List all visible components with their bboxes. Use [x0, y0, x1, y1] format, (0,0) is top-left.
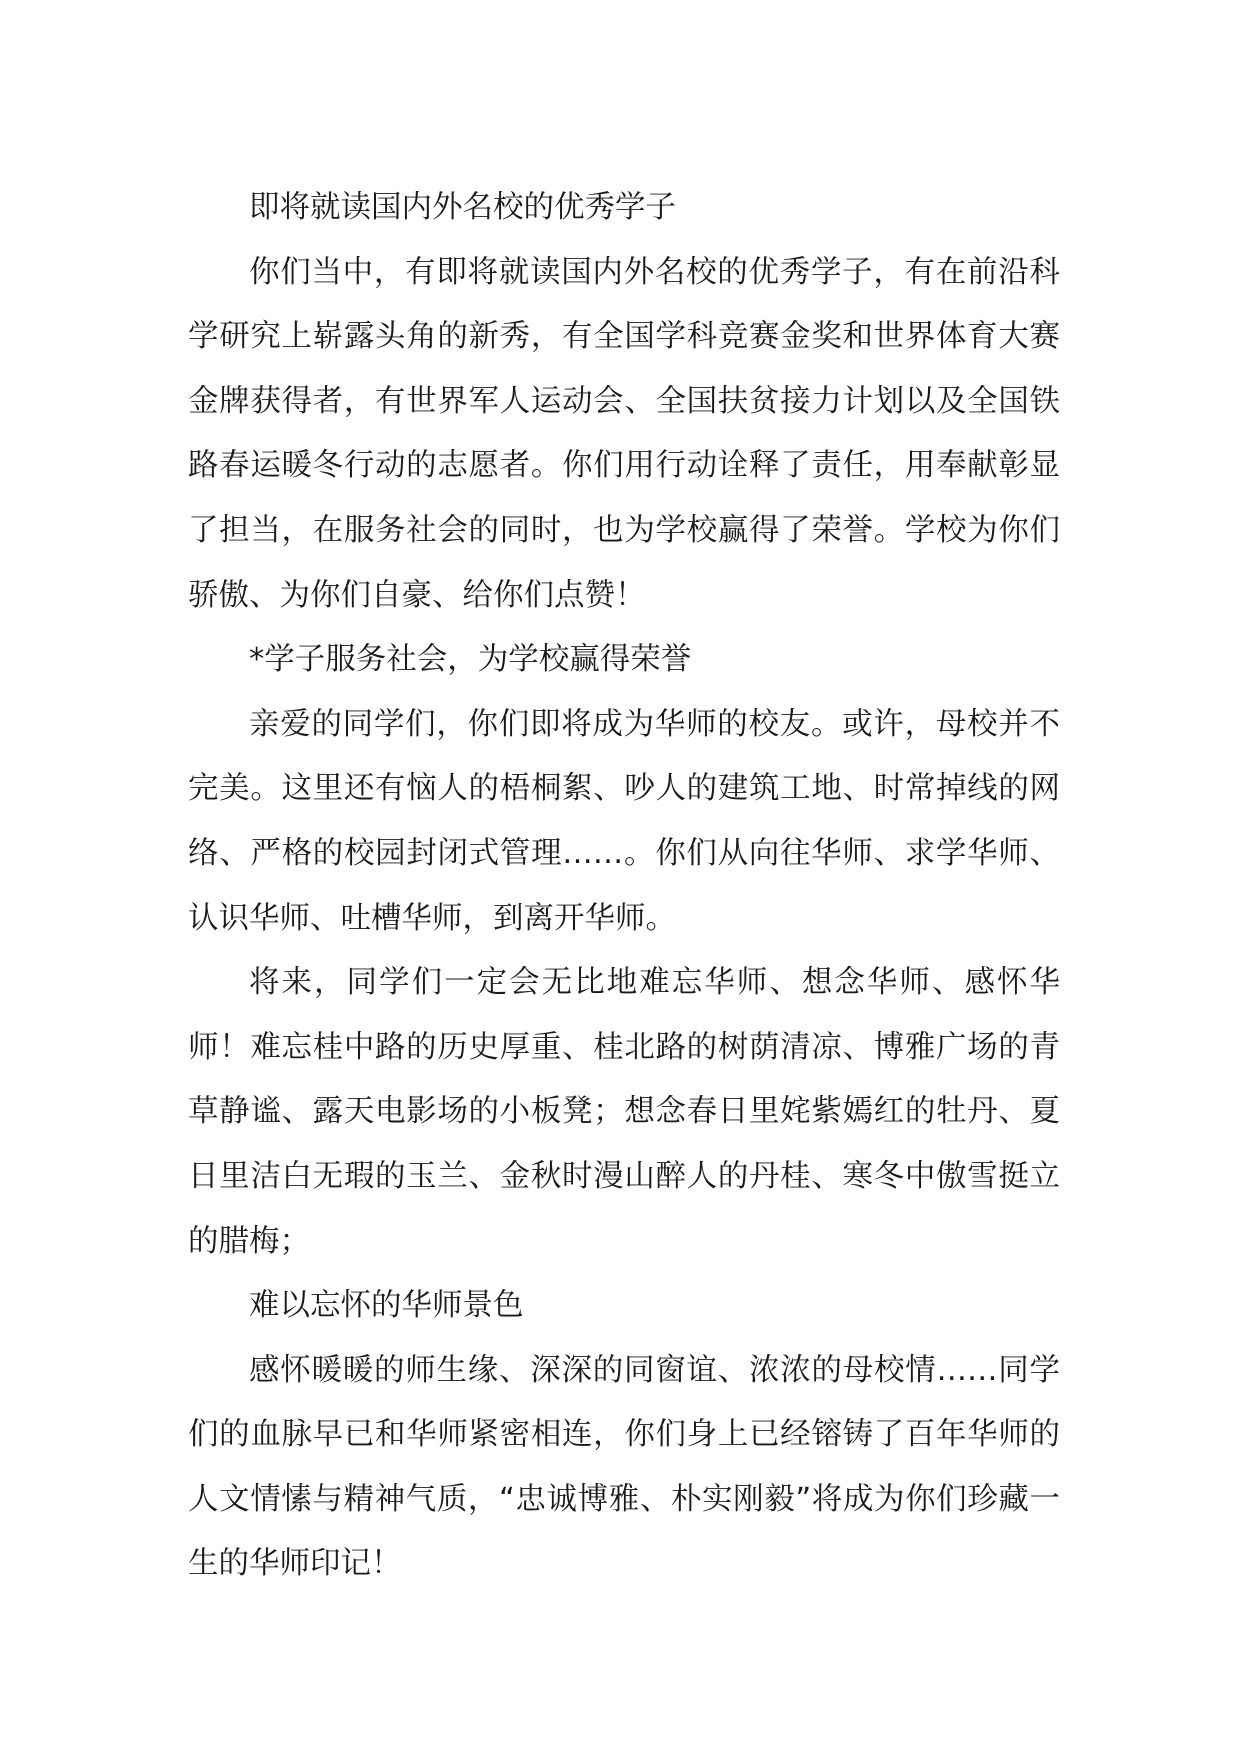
- heading-campus-scenery: 难以忘怀的华师景色: [249, 1288, 524, 1324]
- paragraph-memories: 将来，同学们一定会无比地难忘华师、想念华师、感怀华师！难忘桂中路的历史厚重、桂北路的树荫清凉、博雅广场的青草静谧、露天电影场的小板凳；想念春日里姹紫嫣红的牡丹、夏日里洁白无瑕的玉兰、金秋时漫山醉人的丹桂、寒冬中傲雪挺立的腊梅；: [188, 965, 1060, 1259]
- heading-serve-society: *学子服务社会，为学校赢得荣誉: [249, 642, 692, 678]
- heading-top-students: 即将就读国内外名校的优秀学子: [249, 190, 676, 225]
- paragraph-closing: 感怀暖暖的师生缘、深深的同窗谊、浓浓的母校情……同学们的血脉早已和华师紧密相连，你们身上已经镕铸了百年华师的人文情愫与精神气质，“忠诚博雅、朴实刚毅”将成为你们珍藏一生的华师印记！: [188, 1352, 1060, 1582]
- paragraph-achievements: 你们当中，有即将就读国内外名校的优秀学子，有在前沿科学研究上崭露头角的新秀，有全国学科竞赛金奖和世界体育大赛金牌获得者，有世界军人运动会、全国扶贫接力计划以及全国铁路春运暖冬行动的志愿者。你们用行动诠释了责任，用奉献彰显了担当，在服务社会的同时，也为学校赢得了荣誉。学校为你们骄傲、为你们自豪、给你们点赞！: [188, 254, 1060, 613]
- paragraph-alumni: 亲爱的同学们，你们即将成为华师的校友。或许，母校并不完美。这里还有恼人的梧桐絮、吵人的建筑工地、时常掉线的网络、严格的校园封闭式管理……。你们从向往华师、求学华师、认识华师、吐槽华师，到离开华师。: [188, 706, 1060, 936]
- document-page: [188, 176, 1060, 1597]
